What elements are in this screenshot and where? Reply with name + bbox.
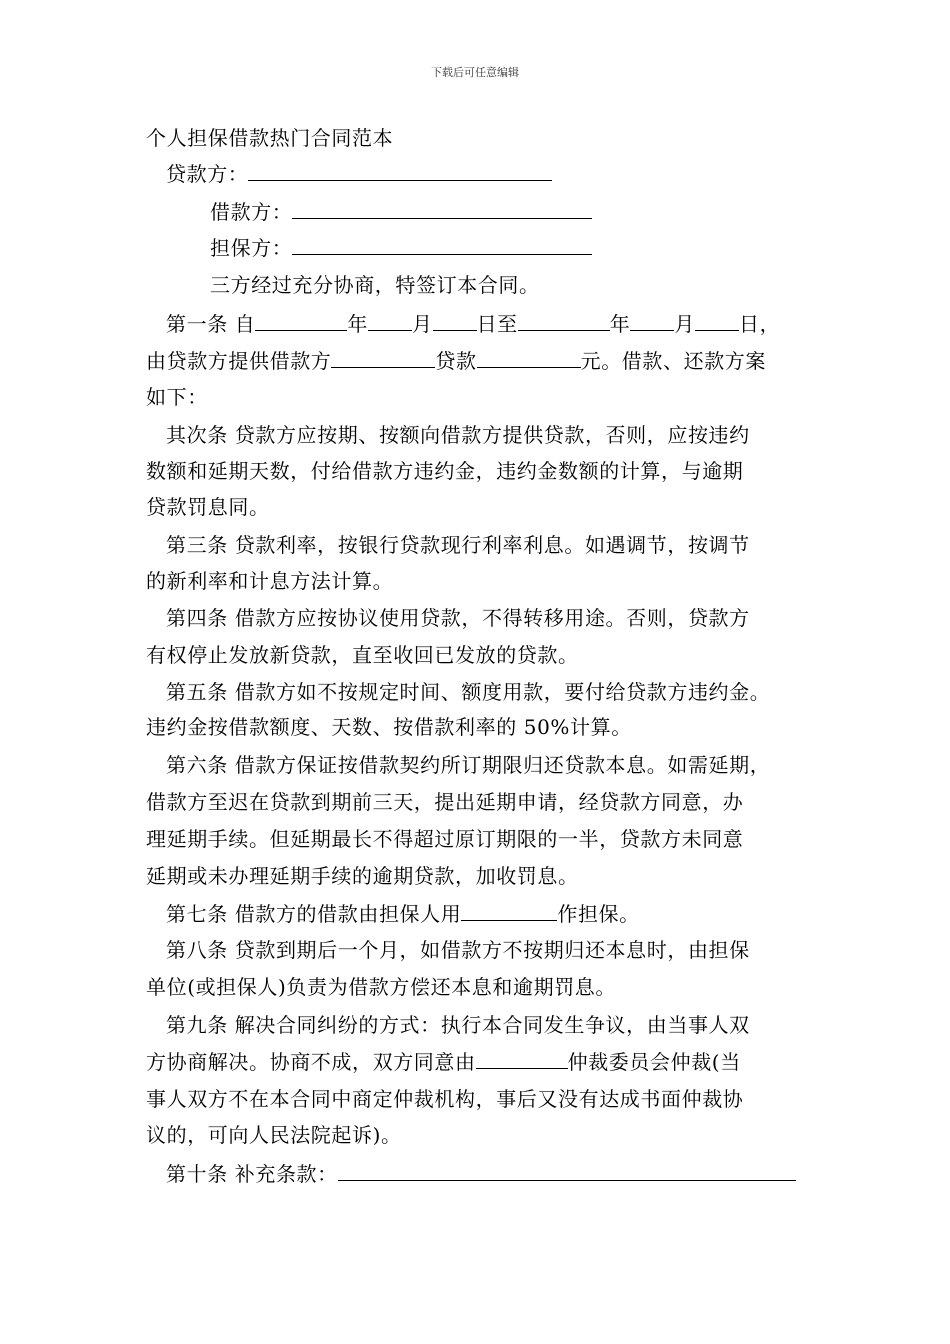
art6-line: 延期或未办理延期手续的逾期贷款，加收罚息。 xyxy=(146,864,579,888)
arbitration-blank[interactable] xyxy=(476,1048,568,1069)
document-title: 个人担保借款热门合同范本 xyxy=(146,126,394,150)
art6-line: 借款方至迟在贷款到期前三天，提出延期申请，经贷款方同意，办 xyxy=(146,790,744,814)
guarantor-line xyxy=(210,234,592,261)
art6-line: 第六条 借款方保证按借款契约所订期限归还贷款本息。如需延期， xyxy=(166,753,771,777)
start-day-blank[interactable] xyxy=(433,310,477,331)
art9-line2 xyxy=(146,1048,741,1075)
end-month-blank[interactable] xyxy=(630,310,674,331)
month-label: 月 xyxy=(411,312,433,336)
art2-line: 数额和延期天数，付给借款方违约金，违约金数额的计算，与逾期 xyxy=(146,459,744,483)
art2-line: 其次条 贷款方应按期、按额向借款方提供贷款，否则，应按违约 xyxy=(166,423,750,447)
art3-line: 的新利率和计息方法计算。 xyxy=(146,569,394,593)
art9-text: 方协商解决。协商不成，双方同意由 xyxy=(146,1050,476,1074)
art4-line: 有权停止发放新贷款，直至收回已发放的贷款。 xyxy=(146,643,579,667)
art7-text: 第七条 借款方的借款由担保人用 xyxy=(166,902,462,926)
art1-line1 xyxy=(166,310,780,337)
year-label: 年 xyxy=(347,312,368,336)
art1-text: 贷款 xyxy=(435,349,477,373)
start-year-blank[interactable] xyxy=(255,310,347,331)
art9-line: 议的，可向人民法院起诉)。 xyxy=(146,1123,402,1147)
start-month-blank[interactable] xyxy=(368,310,412,331)
month-label: 月 xyxy=(674,312,695,336)
art1-line2 xyxy=(146,347,766,374)
end-day-blank[interactable] xyxy=(695,310,739,331)
lender-line xyxy=(166,160,552,187)
art1-line3: 如下： xyxy=(146,385,208,409)
art9-line: 事人双方不在本合同中商定仲裁机构，事后又没有达成书面仲裁协 xyxy=(146,1087,744,1111)
art10-text: 第十条 补充条款： xyxy=(166,1162,338,1186)
art5-line: 第五条 借款方如不按规定时间、额度用款，要付给贷款方违约金。 xyxy=(166,680,771,704)
loan-type-blank[interactable] xyxy=(331,347,435,368)
guarantor-label: 担保方： xyxy=(210,236,293,260)
guarantor-blank[interactable] xyxy=(292,234,592,255)
year-label: 年 xyxy=(609,312,631,336)
art7-text: 作担保。 xyxy=(557,902,640,926)
art1-text: 由贷款方提供借款方 xyxy=(146,349,332,373)
art6-line: 理延期手续。但延期最长不得超过原订期限的一半，贷款方未同意 xyxy=(146,827,744,851)
art8-line: 单位(或担保人)负责为借款方偿还本息和逾期罚息。 xyxy=(146,975,617,999)
borrower-label: 借款方： xyxy=(210,200,293,224)
art1-text: 元。借款、还款方案 xyxy=(580,349,767,373)
supplementary-blank[interactable] xyxy=(338,1160,796,1181)
page-header: 下载后可任意编辑 xyxy=(431,66,519,79)
art3-line: 第三条 贷款利率，按银行贷款现行利率利息。如遇调节，按调节 xyxy=(166,533,750,557)
borrower-line xyxy=(210,198,592,225)
art8-line: 第八条 贷款到期后一个月，如借款方不按期归还本息时，由担保 xyxy=(166,938,750,962)
art9-line: 第九条 解决合同纠纷的方式：执行本合同发生争议，由当事人双 xyxy=(166,1013,750,1037)
art9-text: 仲裁委员会仲裁(当 xyxy=(567,1050,741,1074)
art10-line xyxy=(166,1160,796,1187)
art1-text: 第一条 自 xyxy=(166,312,256,336)
art5-line: 违约金按借款额度、天数、按借款利率的 50%计算。 xyxy=(146,715,632,739)
art2-line: 贷款罚息同。 xyxy=(146,495,270,519)
day-to-label: 日至 xyxy=(476,312,518,336)
art4-line: 第四条 借款方应按协议使用贷款，不得转移用途。否则，贷款方 xyxy=(166,606,750,630)
intro-text: 三方经过充分协商，特签订本合同。 xyxy=(210,273,540,297)
lender-blank[interactable] xyxy=(248,160,552,181)
day-label: 日， xyxy=(739,312,781,336)
borrower-blank[interactable] xyxy=(292,198,592,219)
art7-line xyxy=(166,900,640,927)
collateral-blank[interactable] xyxy=(461,900,557,921)
lender-label: 贷款方： xyxy=(166,162,249,186)
end-year-blank[interactable] xyxy=(518,310,610,331)
loan-amount-blank[interactable] xyxy=(477,347,581,368)
